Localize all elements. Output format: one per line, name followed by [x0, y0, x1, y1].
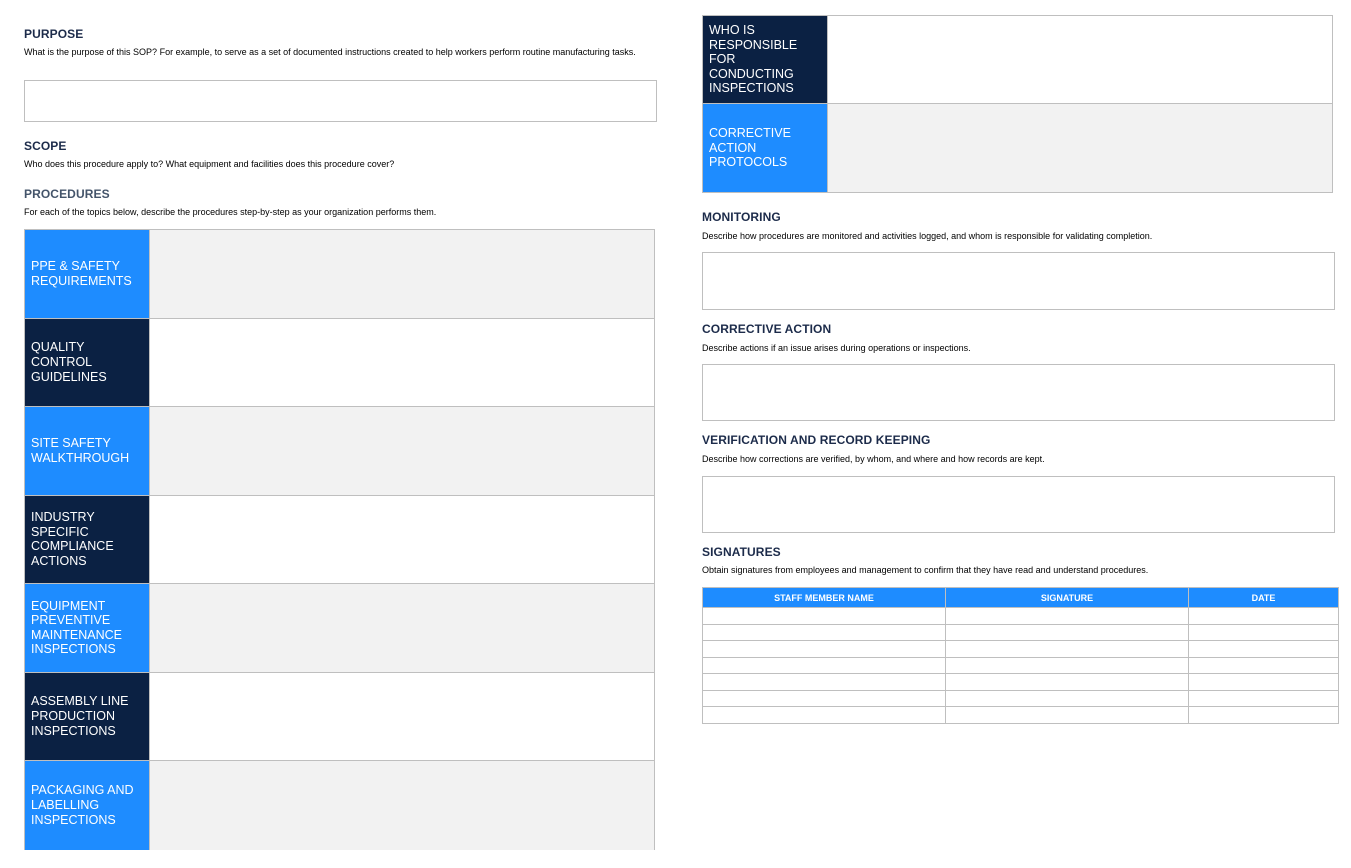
verification-heading: VERIFICATION AND RECORD KEEPING — [702, 433, 931, 447]
signature-row — [703, 608, 1339, 625]
staff-name-cell[interactable] — [703, 690, 946, 707]
responsibility-input[interactable] — [827, 104, 1332, 192]
corrective-action-heading: CORRECTIVE ACTION — [702, 322, 832, 336]
corrective-action-input[interactable] — [702, 364, 1335, 421]
procedure-input[interactable] — [149, 319, 654, 407]
monitoring-heading: MONITORING — [702, 210, 781, 224]
procedure-input[interactable] — [149, 230, 654, 318]
procedures-table — [24, 229, 655, 850]
procedure-input[interactable] — [149, 761, 654, 850]
signature-cell[interactable] — [946, 690, 1189, 707]
date-cell[interactable] — [1189, 707, 1339, 724]
signature-row — [703, 641, 1339, 658]
column-header-signature: SIGNATURE — [946, 588, 1189, 608]
procedure-input[interactable] — [149, 584, 654, 672]
procedures-description: For each of the topics below, describe the procedures step-by-step as your organization performs them. — [24, 207, 437, 217]
date-cell[interactable] — [1189, 674, 1339, 691]
procedure-row — [25, 584, 654, 673]
signature-cell[interactable] — [946, 608, 1189, 625]
procedure-input[interactable] — [149, 496, 654, 584]
signature-cell[interactable] — [946, 657, 1189, 674]
responsibility-row — [703, 104, 1332, 192]
responsibility-input[interactable] — [827, 16, 1332, 103]
procedure-input[interactable] — [149, 673, 654, 761]
staff-name-cell[interactable] — [703, 608, 946, 625]
procedure-label: ASSEMBLY LINE PRODUCTION INSPECTIONS — [25, 673, 149, 761]
column-header-date: DATE — [1189, 588, 1339, 608]
staff-name-cell[interactable] — [703, 624, 946, 641]
signature-row — [703, 674, 1339, 691]
monitoring-description: Describe how procedures are monitored and activities logged, and whom is responsible for validating completion. — [702, 231, 1153, 241]
procedure-label: INDUSTRY SPECIFIC COMPLIANCE ACTIONS — [25, 496, 149, 584]
scope-description: Who does this procedure apply to? What equipment and facilities does this procedure cover? — [24, 159, 395, 169]
signature-row — [703, 690, 1339, 707]
signatures-header-row — [703, 588, 1339, 608]
signature-cell[interactable] — [946, 674, 1189, 691]
signature-cell[interactable] — [946, 641, 1189, 658]
procedure-row — [25, 407, 654, 496]
procedure-label: PACKAGING AND LABELLING INSPECTIONS — [25, 761, 149, 850]
signatures-body — [703, 608, 1339, 724]
signature-cell[interactable] — [946, 707, 1189, 724]
procedure-label: EQUIPMENT PREVENTIVE MAINTENANCE INSPECTIONS — [25, 584, 149, 672]
verification-input[interactable] — [702, 476, 1335, 533]
responsibility-row — [703, 16, 1332, 104]
signature-row — [703, 624, 1339, 641]
signatures-description: Obtain signatures from employees and management to confirm that they have read and understand procedures. — [702, 565, 1149, 575]
monitoring-input[interactable] — [702, 252, 1335, 310]
staff-name-cell[interactable] — [703, 674, 946, 691]
column-header-staff-name: STAFF MEMBER NAME — [703, 588, 946, 608]
purpose-heading: PURPOSE — [24, 27, 84, 41]
signatures-table — [702, 587, 1339, 724]
date-cell[interactable] — [1189, 624, 1339, 641]
procedure-label: PPE & SAFETY REQUIREMENTS — [25, 230, 149, 318]
purpose-input[interactable] — [24, 80, 657, 122]
date-cell[interactable] — [1189, 657, 1339, 674]
procedure-label: QUALITY CONTROL GUIDELINES — [25, 319, 149, 407]
procedures-heading: PROCEDURES — [24, 187, 110, 201]
procedure-row — [25, 319, 654, 408]
signature-row — [703, 707, 1339, 724]
verification-description: Describe how corrections are verified, by whom, and where and how records are kept. — [702, 454, 1045, 464]
procedure-row — [25, 673, 654, 762]
signatures-heading: SIGNATURES — [702, 545, 781, 559]
date-cell[interactable] — [1189, 608, 1339, 625]
date-cell[interactable] — [1189, 690, 1339, 707]
responsibility-label: CORRECTIVE ACTION PROTOCOLS — [703, 104, 827, 192]
scope-heading: SCOPE — [24, 139, 67, 153]
staff-name-cell[interactable] — [703, 657, 946, 674]
corrective-action-description: Describe actions if an issue arises during operations or inspections. — [702, 343, 971, 353]
purpose-description: What is the purpose of this SOP? For example, to serve as a set of documented instructions created to help workers perform routine manufacturing tasks. — [24, 47, 636, 57]
signature-cell[interactable] — [946, 624, 1189, 641]
date-cell[interactable] — [1189, 641, 1339, 658]
responsibility-table — [702, 15, 1333, 193]
procedure-label: SITE SAFETY WALKTHROUGH — [25, 407, 149, 495]
procedure-input[interactable] — [149, 407, 654, 495]
procedure-row — [25, 761, 654, 850]
staff-name-cell[interactable] — [703, 641, 946, 658]
staff-name-cell[interactable] — [703, 707, 946, 724]
procedure-row — [25, 496, 654, 585]
procedure-row — [25, 230, 654, 319]
responsibility-label: WHO IS RESPONSIBLE FOR CONDUCTING INSPECTIONS — [703, 16, 827, 103]
signature-row — [703, 657, 1339, 674]
